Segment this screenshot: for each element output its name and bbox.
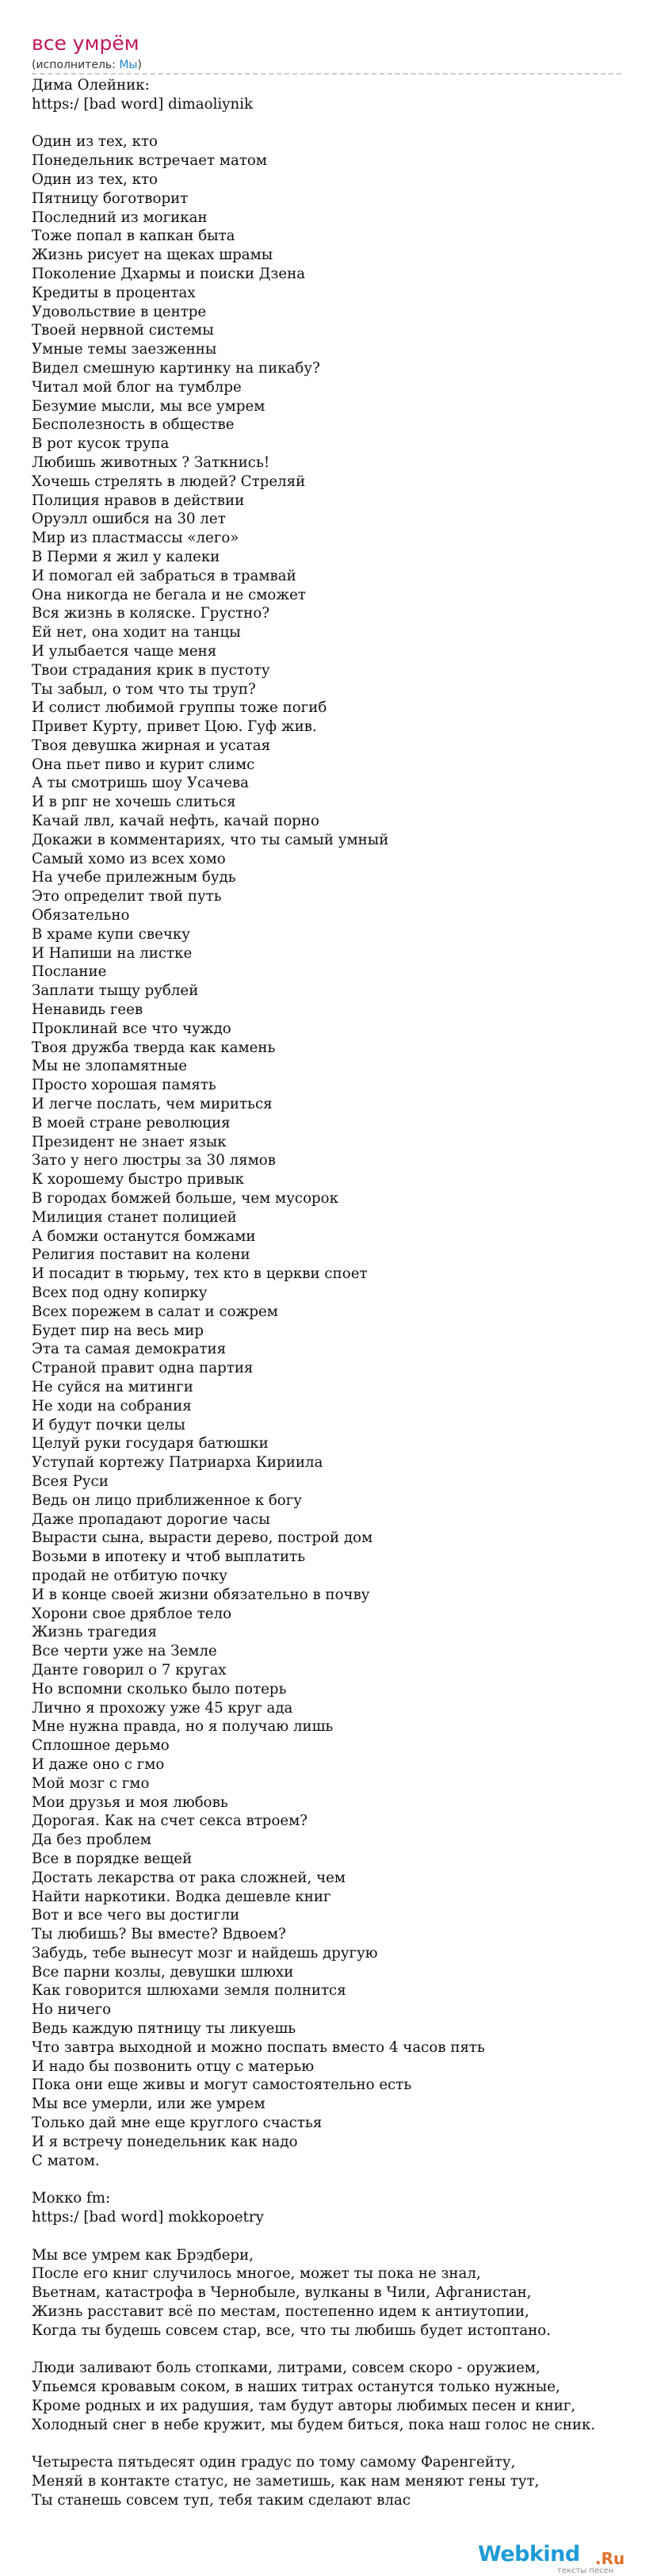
lyric-line: Вырасти сына, вырасти дерево, построй дом (32, 1529, 373, 1547)
lyric-line: Проклинай все что чуждо (32, 1020, 231, 1037)
lyric-line: В рот кусок трупа (32, 435, 170, 453)
lyric-line: Твоей нервной системы (32, 322, 214, 339)
lyric-line: К хорошему быстро привык (32, 1171, 244, 1188)
lyric-line: В храме купи свечку (32, 925, 190, 943)
lyric-line: Всех под одну копирку (32, 1284, 208, 1301)
lyric-line: Возьми в ипотеку и чтоб выплатить (32, 1548, 306, 1566)
lyric-line: Найти наркотики. Водка дешевле книг (32, 1888, 331, 1905)
lyric-line: Привет Курту, привет Цою. Гуф жив. (32, 718, 317, 736)
lyric-line: И будут почки целы (32, 1416, 185, 1433)
lyric-line: Жизнь расставит всё по местам, постепенно идем к антиутопии, (32, 2303, 529, 2321)
lyric-line: Дорогая. Как на счет секса втроем? (32, 1812, 308, 1830)
lyric-line: Кредиты в процентах (32, 284, 196, 301)
lyric-line: В моей стране революция (32, 1114, 231, 1131)
lyric-line: Самый хомо из всех хомо (32, 850, 226, 867)
lyric-line: И помогал ей забраться в трамвай (32, 567, 296, 584)
lyric-line: Оруэлл ошибся на 30 лет (32, 511, 226, 528)
lyric-line: Кроме родных и их радушия, там будут авторы любимых песен и книг, (32, 2398, 576, 2415)
performer-link[interactable]: Мы (119, 59, 138, 71)
lyric-line: И надо бы позвонить отцу с матерью (32, 2057, 315, 2075)
performer-prefix: (исполнитель: (32, 59, 120, 71)
lyric-line: В городах бомжей больше, чем мусорок (32, 1190, 338, 1208)
webkind-logo[interactable] (478, 2542, 625, 2575)
lyric-line: И в рпг не хочешь слиться (32, 794, 236, 811)
lyric-line: Докажи в комментариях, что ты самый умный (32, 831, 389, 848)
lyric-line: Данте говорил о 7 кругах (32, 1661, 227, 1678)
lyric-line: Мы не злопамятные (32, 1058, 187, 1075)
song-title: все умрём (32, 32, 139, 55)
song-header (32, 30, 621, 73)
lyric-line: А бомжи останутся бомжами (32, 1227, 256, 1245)
lyric-line: Мир из пластмассы «лего» (32, 530, 239, 547)
lyric-line: Будет пир на весь мир (32, 1322, 204, 1339)
lyric-line: Люди заливают боль стопками, литрами, совсем скоро - оружием, (32, 2360, 540, 2377)
lyric-line: Мокко fm: (32, 2190, 111, 2207)
lyric-line: Заплати тыщу рублей (32, 982, 199, 1000)
lyric-line: Читал мой блог на тумблре (32, 378, 242, 396)
lyric-line: А ты смотришь шоу Усачева (32, 775, 249, 792)
lyric-line: https:/ [bad word] mokkopoetry (32, 2209, 264, 2226)
lyric-line: Вот и все чего вы достигли (32, 1907, 240, 1924)
lyric-line: Обязательно (32, 907, 130, 924)
lyric-line: В Перми я жил у калеки (32, 548, 220, 565)
lyric-line: Милиция станет полицией (32, 1208, 237, 1226)
lyric-line: Удовольствие в центре (32, 303, 207, 320)
lyric-line: Достать лекарства от рака сложней, чем (32, 1869, 346, 1886)
lyric-line: На учебе прилежным будь (32, 869, 236, 886)
lyric-line: Меняй в контакте статус, не заметишь, как нам меняют гены тут, (32, 2473, 540, 2490)
lyric-line: Ты любишь? Вы вместе? Вдвоем? (32, 1926, 286, 1943)
logo-tagline: тексты песен (557, 2566, 614, 2575)
lyric-line: И в конце своей жизни обязательно в почву (32, 1586, 370, 1603)
lyric-line: Все в порядке вещей (32, 1850, 193, 1867)
lyric-line: Мне нужна правда, но я получаю лишь (32, 1718, 334, 1736)
lyric-line: Мои друзья и моя любовь (32, 1793, 228, 1811)
lyric-line: Мой мозг с гмо (32, 1774, 150, 1792)
lyric-line: Один из тех, кто (32, 133, 158, 151)
logo-wordmark: Webkind (478, 2542, 580, 2566)
lyric-line: https:/ [bad word] dimaoliynik (32, 95, 254, 113)
lyric-line: Поколение Дхармы и поиски Дзена (32, 265, 306, 282)
lyric-line: Хочешь стрелять в людей? Стреляй (32, 473, 306, 490)
lyric-line: И солист любимой группы тоже погиб (32, 699, 327, 717)
lyric-line: Дима Олейник: (32, 77, 150, 94)
lyric-line: Любишь животных ? Заткнись! (32, 454, 270, 471)
performer-suffix: ) (137, 59, 142, 71)
lyric-line: Не суйся на митинги (32, 1378, 193, 1395)
lyric-line: И улыбается чаще меня (32, 642, 217, 660)
lyric-line: Забудь, тебе вынесут мозг и найдешь другую (32, 1944, 378, 1962)
lyric-line: Пока они еще живы и могут самостоятельно есть (32, 2076, 412, 2094)
lyric-line: Полиция нравов в действии (32, 492, 245, 509)
lyric-line: Только дай мне еще круглого счастья (32, 2115, 323, 2132)
lyric-blank-line (32, 2435, 618, 2454)
lyric-line: Жизнь рисует на щеках шрамы (32, 247, 273, 264)
lyric-line: Один из тех, кто (32, 170, 158, 188)
lyric-line: Но ничего (32, 2001, 112, 2019)
lyric-line: Она никогда не бегала и не сможет (32, 586, 306, 603)
lyric-line: Не ходи на собрания (32, 1397, 192, 1414)
lyric-line: Ты забыл, о том что ты труп? (32, 680, 256, 698)
lyric-line: Тоже попал в капкан быта (32, 228, 235, 245)
lyric-line: Мы все умрем как Брэдбери, (32, 2246, 254, 2264)
lyric-line: Пятницу боготворит (32, 189, 189, 207)
lyric-line: Даже пропадают дорогие часы (32, 1510, 270, 1528)
lyric-line: Ей нет, она ходит на танцы (32, 624, 241, 641)
lyric-line: продай не отбитую почку (32, 1567, 227, 1584)
lyrics-text (32, 76, 618, 2510)
lyric-line: Твои страдания крик в пустоту (32, 661, 270, 679)
lyric-line: Жизнь трагедия (32, 1624, 157, 1641)
lyric-line: Вся жизнь в коляске. Грустно? (32, 605, 270, 622)
lyric-line: Уступай кортежу Патриарха Кириила (32, 1454, 323, 1472)
lyric-line: Но вспомни сколько было потерь (32, 1680, 287, 1698)
lyric-line: И посадит в тюрьму, тех кто в церкви споет (32, 1265, 368, 1283)
lyric-line: Упьемся кровавым соком, в наших титрах останутся только нужные, (32, 2379, 560, 2396)
lyric-line: Ведь каждую пятницу ты ликуешь (32, 2020, 296, 2038)
lyric-line: И легче послать, чем мириться (32, 1096, 273, 1113)
lyric-line: Лично я прохожу уже 45 круг ада (32, 1699, 293, 1717)
lyric-line: Твоя дружба тверда как камень (32, 1039, 276, 1056)
lyric-line: Просто хорошая память (32, 1077, 216, 1094)
lyric-line: Вьетнам, катастрофа в Чернобыле, вулканы в Чили, Афганистан, (32, 2284, 532, 2302)
lyric-line: Страной правит одна партия (32, 1360, 254, 1377)
lyric-line: После его книг случилось многое, может ты пока не знал, (32, 2265, 481, 2283)
lyric-line: Послание (32, 963, 107, 981)
lyric-line: Зато у него люстры за 30 лямов (32, 1152, 276, 1169)
lyric-line: Всех порежем в салат и сожрем (32, 1303, 278, 1320)
performer-line (32, 57, 621, 73)
lyric-line: Когда ты будешь совсем стар, все, что ты любишь будет истоптано. (32, 2321, 552, 2339)
lyric-line: Все черти уже на Земле (32, 1643, 217, 1660)
lyric-line: Понедельник встречает матом (32, 152, 268, 170)
lyric-line: Да без проблем (32, 1832, 151, 1849)
lyric-line: Четыреста пятьдесят один градус по тому самому Фаренгейту, (32, 2454, 516, 2471)
lyric-line: Видел смешную картинку на пикабу? (32, 359, 320, 377)
lyric-line: Мы все умерли, или же умрем (32, 2096, 265, 2113)
lyric-line: Последний из могикан (32, 209, 208, 226)
lyric-line: И Напиши на листке (32, 944, 193, 962)
lyric-line: Все парни козлы, девушки шлюхи (32, 1963, 294, 1981)
lyric-line: Ты станешь совсем туп, тебя таким сделают влас (32, 2492, 411, 2509)
lyric-blank-line (32, 2227, 618, 2246)
lyric-line: Как говорится шлюхами земля полнится (32, 1982, 346, 2000)
header-divider (32, 73, 621, 75)
logo-domain: .Ru (595, 2549, 625, 2568)
lyric-line: Сплошное дерьмо (32, 1737, 170, 1755)
lyric-line: И даже оно с гмо (32, 1755, 165, 1773)
lyric-line: Эта та самая демократия (32, 1341, 227, 1358)
lyric-blank-line (32, 2341, 618, 2360)
lyric-line: Ненавидь геев (32, 1001, 143, 1019)
lyric-line: Хорони свое дряблое тело (32, 1605, 232, 1622)
lyric-line: Это определит твой путь (32, 888, 222, 905)
lyric-line: И я встречу понедельник как надо (32, 2133, 298, 2150)
lyric-blank-line (32, 114, 618, 133)
lyric-line: Бесполезность в обществе (32, 416, 235, 434)
lyric-line: Холодный снег в небе кружит, мы будем биться, пока наш голос не сник. (32, 2416, 596, 2433)
lyric-line: Целуй руки государя батюшки (32, 1435, 269, 1453)
lyric-line: Что завтра выходной и можно поспать вместо 4 часов пять (32, 2038, 485, 2056)
lyric-blank-line (32, 2170, 618, 2189)
lyric-line: Твоя девушка жирная и усатая (32, 737, 271, 754)
lyric-line: Умные темы заезженны (32, 341, 217, 358)
lyric-line: Всея Руси (32, 1472, 109, 1490)
lyric-line: С матом. (32, 2152, 100, 2169)
lyric-line: Безумие мысли, мы все умрем (32, 397, 265, 415)
lyric-line: Религия поставит на колени (32, 1246, 250, 1264)
lyric-line: Ведь он лицо приближенное к богу (32, 1491, 302, 1509)
lyric-line: Президент не знает язык (32, 1133, 227, 1150)
lyric-line: Качай лвл, качай нефть, качай порно (32, 813, 319, 830)
lyric-line: Она пьет пиво и курит слимс (32, 756, 255, 773)
